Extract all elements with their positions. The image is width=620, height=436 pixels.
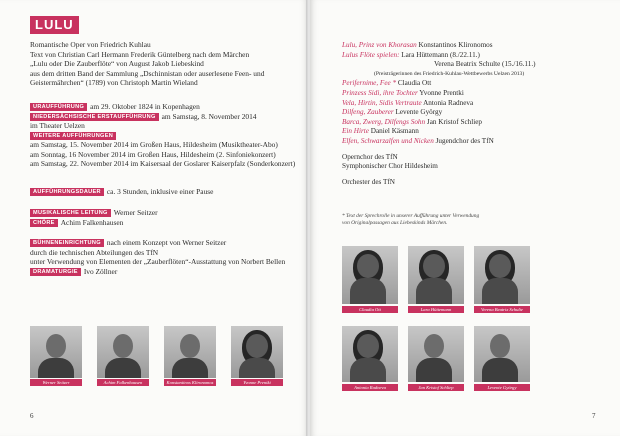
page-number: 6 — [30, 412, 34, 420]
buehne-block — [30, 238, 285, 276]
cast-row — [342, 118, 536, 128]
weitere-line: am Samstag, 22. November 2014 im Kaisersaal der Goslarer Kaiserpfalz (Sonderkonzert) — [30, 159, 296, 168]
intro-line: Text von Christian Carl Hermann Frederik Güntelberg nach dem Märchen — [30, 49, 250, 59]
portrait-caption: Werner Seitzer — [30, 379, 82, 386]
urauffuehrung-tag: URAUFFÜHRUNG — [30, 103, 87, 111]
erstauffuehrung-tag: NIEDERSÄCHSISCHE ERSTAUFFÜHRUNG — [30, 113, 159, 121]
portrait-photo — [474, 246, 530, 304]
weitere-line: am Samstag, 15. November 2014 im Großen Haus, Hildesheim (Musiktheater-Abo) — [30, 140, 278, 149]
choere-tag: CHÖRE — [30, 219, 58, 227]
intro-line: Geistermährchen“ (1789) von Christoph Martin Wieland — [30, 78, 198, 87]
cast-name: Lara Hüttemann (8./22.11.) — [401, 50, 480, 59]
cast-name: Levente György — [395, 108, 443, 117]
dramaturgie-text: Ivo Zöllner — [83, 266, 118, 276]
portrait-caption: Levente György — [474, 384, 530, 391]
cast-row — [342, 89, 536, 99]
cast-role: Prinzess Sidi, ihre Tochter — [342, 88, 418, 97]
portrait-photo — [408, 326, 464, 382]
dramaturgie-tag: DRAMATURGIE — [30, 268, 81, 276]
choere-text: Achim Falkenhausen — [60, 217, 124, 227]
cast-row — [342, 60, 536, 70]
cast-name: Jugendchor des TfN — [435, 136, 494, 145]
cast-name: Antonia Radneva — [423, 98, 474, 107]
portrait-photo — [30, 326, 82, 378]
footnote-line: von Originalpassagen aus Liebeskinds Märchen. — [342, 220, 448, 226]
ensemble-line: Opernchor des TfN — [342, 152, 398, 161]
intro-line: Romantische Oper von Friedrich Kuhlau — [30, 40, 151, 49]
portrait-photo — [342, 246, 398, 304]
buehne-tag: BÜHNENEINRICHTUNG — [30, 239, 104, 247]
cast-row — [342, 127, 536, 137]
footnote-line: * Text der Sprechrolle in unserer Aufführung unter Verwendung — [342, 213, 480, 219]
erstauffuehrung-place: im Theater Uelzen — [30, 121, 85, 130]
portrait-caption: Konstantinos Klironomos — [164, 379, 216, 386]
cast-row — [342, 70, 536, 80]
urauffuehrung-text: am 29. Oktober 1824 in Kopenhagen — [90, 102, 200, 111]
cast-row — [342, 99, 536, 109]
footnote — [342, 213, 479, 227]
dauer-block — [30, 187, 213, 197]
portrait-photo — [342, 326, 398, 382]
cast-row — [342, 41, 536, 51]
portrait-caption: Claudia Ott — [342, 306, 398, 313]
right-page — [310, 0, 620, 436]
intro-text — [30, 40, 264, 88]
cast-row — [342, 137, 536, 147]
cast-name: Konstantinos Klironomos — [418, 41, 493, 49]
cast-name: Jan Kristof Schliep — [426, 117, 483, 126]
weitere-tag: WEITERE AUFFÜHRUNGEN — [30, 132, 116, 140]
cast-role: Dilfeng, Zauberer — [342, 108, 394, 117]
cast-role: Ein Hirte — [342, 127, 369, 136]
cast-role: Lulus Flöte spielen: — [342, 50, 400, 59]
portrait-photo — [97, 326, 149, 378]
cast-role: Lulu, Prinz von Khorasan — [342, 41, 417, 49]
portrait-photo — [474, 326, 530, 382]
cast-list — [342, 41, 536, 187]
premiere-block — [30, 102, 295, 169]
cast-name: Claudia Ott — [397, 79, 432, 88]
cast-row — [342, 79, 536, 89]
portrait-photo — [231, 326, 283, 378]
intro-line: „Lulu oder Die Zauberflöte“ von August Jakob Liebeskind — [30, 59, 204, 68]
cast-role: Elfen, Schwarzalfen und Nicken — [342, 136, 434, 145]
ensemble-line: Orchester des TfN — [342, 177, 395, 186]
portrait-photo — [408, 246, 464, 304]
portrait-caption: Antonia Radneva — [342, 384, 398, 391]
cast-name: Verena Beatrix Schulte (15./16.11.) — [434, 60, 536, 69]
page-number: 7 — [592, 412, 596, 420]
opera-title: LULU — [30, 16, 79, 34]
portrait-caption: Achim Falkenhausen — [97, 379, 149, 386]
portrait-caption: Jan Kristof Schliep — [408, 384, 464, 391]
cast-row — [342, 51, 536, 61]
cast-role: Barca, Zwerg, Dilfengs Sohn — [342, 117, 426, 126]
leitung-text: Werner Seitzer — [113, 208, 158, 217]
cast-name: (Preisträgerinnen des Friedrich-Kuhlau-Wettbewerbs Uelzen 2013) — [374, 70, 525, 77]
buehne-line: unter Verwendung von Elementen der „Zauberflöten“-Ausstattung von Norbert Bellen — [30, 257, 286, 266]
ensemble-line: Symphonischer Chor Hildesheim — [342, 162, 438, 171]
dauer-text: ca. 3 Stunden, inklusive einer Pause — [106, 187, 214, 196]
cast-role: Perifernime, Fee * — [342, 79, 397, 88]
intro-line: aus dem dritten Band der Sammlung „Dschinnistan oder auserlesene Feen- und — [30, 68, 265, 78]
cast-role: Vela, Hirtin, Sidis Vertraute — [342, 98, 422, 107]
buehne-line: nach einem Konzept von Werner Seitzer — [106, 238, 227, 247]
portrait-caption: Lara Hüttemann — [408, 306, 464, 313]
cast-row — [342, 108, 536, 118]
weitere-line: am Sonntag, 16 November 2014 im Großen Haus, Hildesheim (2. Sinfoniekonzert) — [30, 149, 276, 159]
cast-name: Daniel Käsmann — [370, 127, 419, 136]
portrait-caption: Yvonne Prentki — [231, 379, 283, 386]
dauer-tag: AUFFÜHRUNGSDAUER — [30, 188, 104, 196]
leitung-tag: MUSIKALISCHE LEITUNG — [30, 209, 111, 217]
left-page — [0, 0, 308, 436]
leitung-block — [30, 208, 158, 227]
portrait-caption: Verena Beatrix Schulte — [474, 306, 530, 313]
erstauffuehrung-text: am Samstag, 8. November 2014 — [161, 111, 257, 121]
buehne-line: durch die technischen Abteilungen des TfN — [30, 247, 159, 257]
cast-name: Yvonne Prentki — [419, 88, 464, 97]
portrait-photo — [164, 326, 216, 378]
